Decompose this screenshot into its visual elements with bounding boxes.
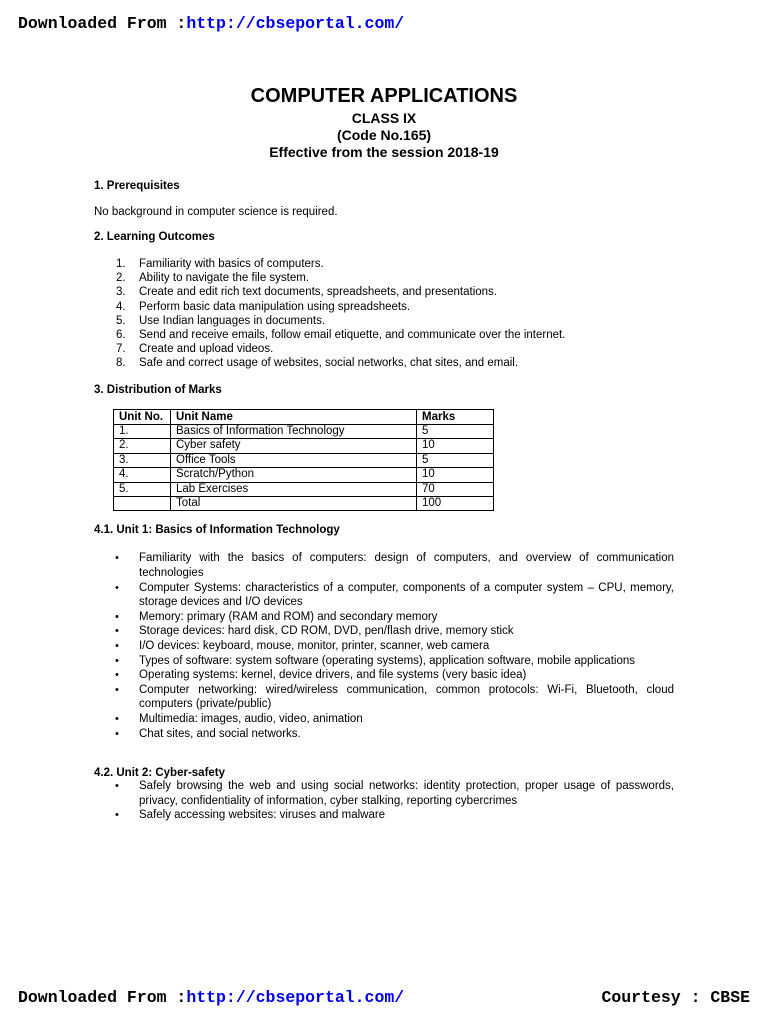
list-item: • I/O devices: keyboard, mouse, monitor, printer, scanner, web camera: [94, 639, 674, 654]
list-item: • Memory: primary (RAM and ROM) and secondary memory: [94, 610, 674, 625]
list-item: • Types of software: system software (operating systems), application software, mobile applications: [94, 654, 674, 669]
table-row: 4. Scratch/Python 10: [114, 468, 494, 482]
list-item: • Computer networking: wired/wireless communication, common protocols: Wi-Fi, Bluetooth, cloud computers (private/public): [94, 683, 674, 712]
header-prefix: Downloaded From :: [18, 14, 187, 33]
marks-table: [113, 409, 494, 512]
list-item: • Multimedia: images, audio, video, animation: [94, 712, 674, 727]
prerequisites-heading: 1. Prerequisites: [94, 180, 180, 192]
marks-heading: 3. Distribution of Marks: [94, 383, 222, 396]
outcomes-heading: 2. Learning Outcomes: [94, 231, 215, 243]
footer-url-link[interactable]: http://cbseportal.com/: [186, 988, 405, 1007]
session-label: Effective from the session 2018-19: [269, 144, 499, 160]
unit1-list: [94, 551, 674, 741]
document-title: COMPUTER APPLICATIONS: [250, 85, 518, 107]
table-header-row: [114, 409, 494, 424]
list-item: 1. Familiarity with basics of computers.: [116, 258, 324, 270]
list-item: • Safely accessing websites: viruses and malware: [94, 808, 674, 823]
table-row: 5. Lab Exercises 70: [114, 482, 494, 496]
list-item: • Operating systems: kernel, device drivers, and file systems (very basic idea): [94, 668, 674, 683]
unit-no-header: Unit No.: [114, 409, 171, 424]
footer-download-line: [18, 988, 404, 1007]
list-item: 2. Ability to navigate the file system.: [116, 272, 310, 285]
outcomes-list: [94, 257, 674, 371]
list-item: • Familiarity with the basics of computers: design of computers, and overview of communication technologies: [94, 551, 674, 580]
list-item: 3. Create and edit rich text documents, spreadsheets, and presentations.: [116, 286, 497, 299]
prerequisites-text: No background in computer science is required.: [94, 206, 338, 218]
list-item: 8. Safe and correct usage of websites, social networks, chat sites, and email.: [116, 357, 519, 370]
list-item: • Computer Systems: characteristics of a computer, components of a computer system – CPU, memory, storage devices and I/O devices: [94, 581, 674, 610]
unit2-heading: 4.2. Unit 2: Cyber-safety: [94, 767, 226, 780]
list-item: • Storage devices: hard disk, CD ROM, DVD, pen/flash drive, memory stick: [94, 624, 674, 639]
code-label: (Code No.165): [336, 127, 432, 143]
list-item: 7. Create and upload videos.: [116, 343, 274, 356]
list-item: • Safely browsing the web and using social networks: identity protection, proper usage of passwords, privacy, confidentiality of information, cyber stalking, reporting cybercrimes: [94, 779, 674, 808]
marks-header: Marks: [417, 409, 494, 424]
list-item: 6. Send and receive emails, follow email etiquette, and communicate over the internet.: [116, 329, 566, 342]
list-item: 4. Perform basic data manipulation using spreadsheets.: [116, 300, 411, 313]
document-body: [94, 85, 674, 823]
unit-name-header: Unit Name: [171, 409, 417, 424]
unit2-list: [94, 779, 674, 823]
class-label: CLASS IX: [351, 110, 417, 126]
unit1-heading: 4.1. Unit 1: Basics of Information Technology: [94, 524, 340, 537]
list-item: 5. Use Indian languages in documents.: [116, 314, 326, 327]
table-row: 1. Basics of Information Technology 5: [114, 425, 494, 439]
footer-prefix: Downloaded From :: [18, 988, 187, 1007]
header-download-line: [18, 14, 404, 33]
table-row: 3. Office Tools 5: [114, 453, 494, 467]
table-row: 2. Cyber safety 10: [114, 439, 494, 453]
header-url-link[interactable]: http://cbseportal.com/: [186, 14, 405, 33]
table-total-row: Total 100: [114, 497, 494, 511]
courtesy-label: Courtesy : CBSE: [601, 988, 750, 1007]
list-item: • Chat sites, and social networks.: [94, 727, 674, 742]
